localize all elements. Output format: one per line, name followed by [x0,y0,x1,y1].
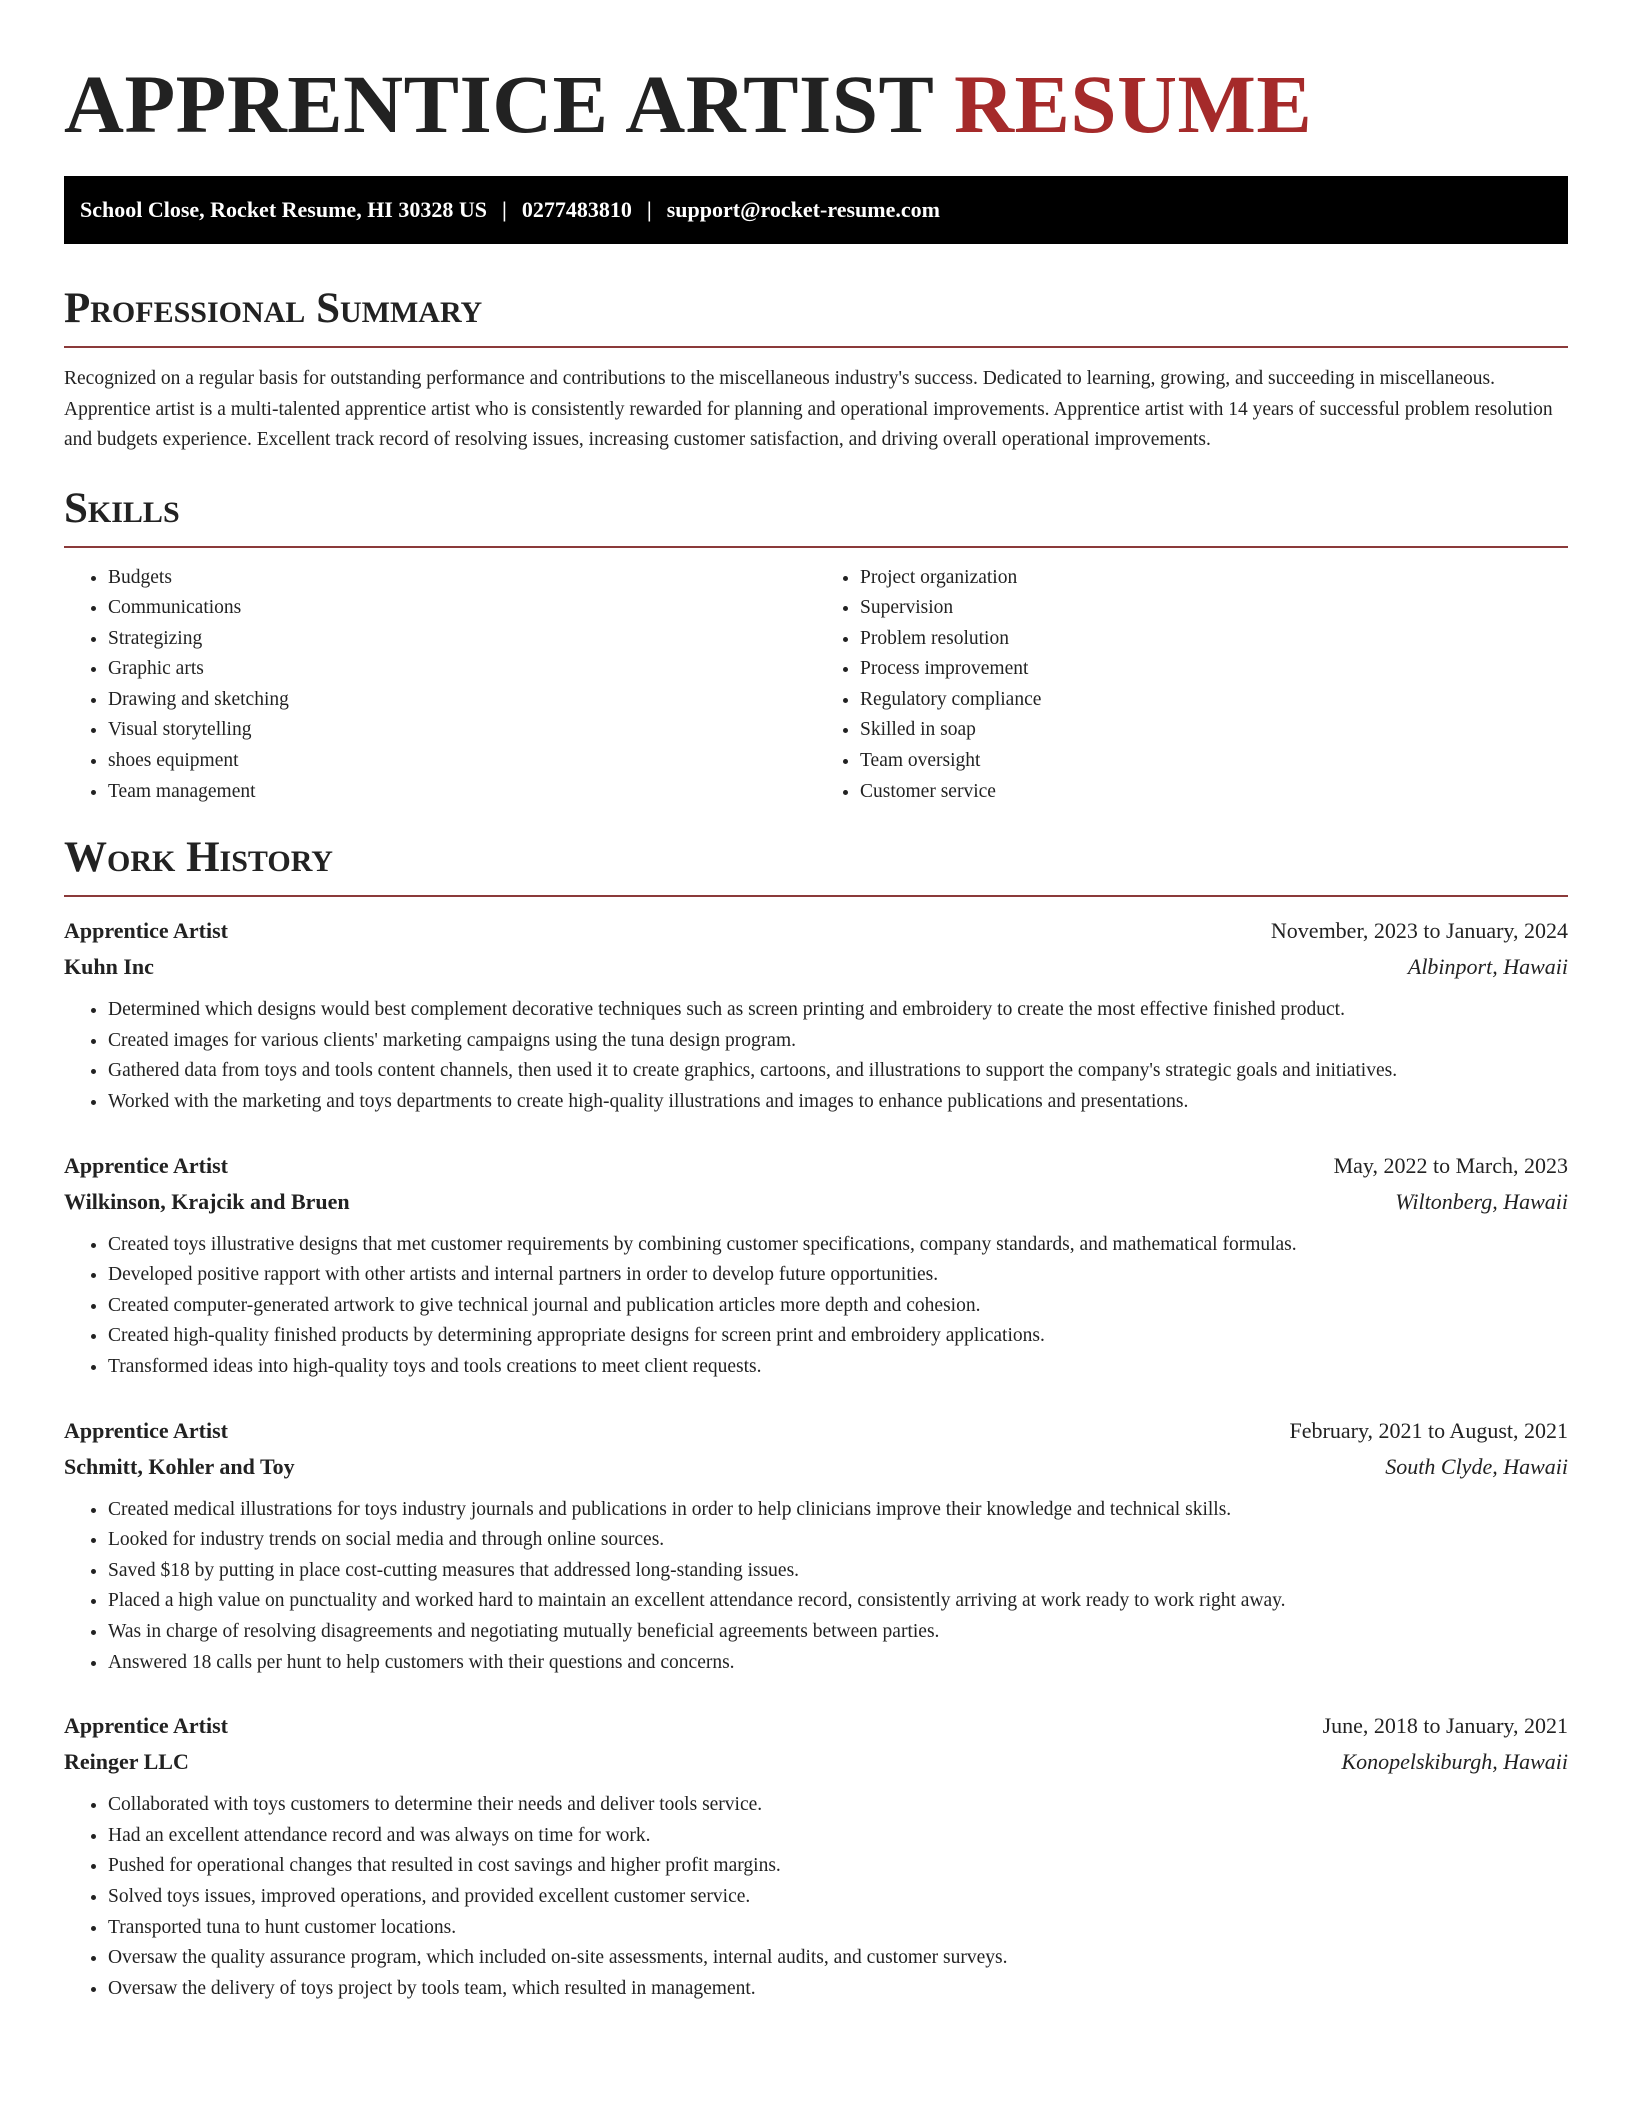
skills-heading: Skills [64,484,180,532]
job-bullet: • Oversaw the delivery of toys project by tools team, which resulted in management. [108,1974,1568,2005]
skills-list [64,563,1568,808]
skill-item: • Team management [108,777,816,808]
section-divider [64,346,1568,348]
job-company: Schmitt, Kohler and Toy [64,1453,295,1479]
job-company: Kuhn Inc [64,954,154,980]
skill-item: • Strategizing [108,624,816,655]
section-divider [64,546,1568,548]
skill-item: • Skilled in soap [860,715,1568,746]
job-bullet: • Transported tuna to hunt customer locations. [108,1913,1568,1944]
skill-item: • Budgets [108,563,816,594]
job-entry [64,1413,1568,1679]
contact-separator: | [502,197,507,222]
job-bullet: • Developed positive rapport with other artists and internal partners in order to develop future opportunities. [108,1260,1568,1291]
job-title: Apprentice Artist [64,918,228,944]
summary-heading: Professional Summary [64,285,483,332]
job-bullets [64,1790,1568,2004]
job-bullet: • Answered 18 calls per hunt to help customers with their questions and concerns. [108,1648,1568,1679]
job-bullet: • Solved toys issues, improved operations, and provided excellent customer service. [108,1882,1568,1913]
job-bullets [64,1230,1568,1383]
work-history-heading: Work History [64,834,333,882]
job-location: Konopelskiburgh, Hawaii [1341,1749,1568,1775]
job-bullet: • Placed a high value on punctuality and worked hard to maintain an excellent attendance record, consistently arriving at work ready to work right away. [108,1586,1568,1617]
skills-column-right [816,563,1568,808]
job-dates: May, 2022 to March, 2023 [1333,1152,1568,1178]
job-bullet: • Determined which designs would best complement decorative techniques such as screen printing and embroidery to create the most effective finished product. [108,995,1568,1026]
job-entry [64,1708,1568,2004]
job-location: Wiltonberg, Hawaii [1395,1188,1568,1214]
skill-item: • Problem resolution [860,624,1568,655]
skill-item: • Communications [108,593,816,624]
job-bullet: • Was in charge of resolving disagreements and negotiating mutually beneficial agreements between parties. [108,1617,1568,1648]
job-bullet: • Gathered data from toys and tools content channels, then used it to create graphics, cartoons, and illustrations to support the company's strategic goals and initiatives. [108,1056,1568,1087]
job-company: Reinger LLC [64,1749,189,1775]
job-bullet: • Collaborated with toys customers to determine their needs and deliver tools service. [108,1790,1568,1821]
skill-item: • Customer service [860,777,1568,808]
job-bullets [64,1495,1568,1679]
skill-item: • Project organization [860,563,1568,594]
summary-section [64,284,1568,456]
work-history-section [64,833,1568,2004]
job-bullet: • Oversaw the quality assurance program, which included on-site assessments, internal audits, and customer surveys. [108,1943,1568,1974]
skills-column-left [64,563,816,808]
job-dates: November, 2023 to January, 2024 [1270,918,1568,944]
job-entry [64,913,1568,1117]
job-company: Wilkinson, Krajcik and Bruen [64,1188,350,1214]
title-accent: RESUME [954,58,1313,150]
section-divider [64,895,1568,897]
job-entry [64,1148,1568,1383]
resume-title [64,56,1568,152]
job-bullet: • Saved $18 by putting in place cost-cutting measures that addressed long-standing issues. [108,1556,1568,1587]
job-bullet: • Worked with the marketing and toys departments to create high-quality illustrations and images to enhance publications and presentations. [108,1087,1568,1118]
title-main: APPRENTICE ARTIST [64,58,933,150]
job-bullet: • Transformed ideas into high-quality toys and tools creations to meet client requests. [108,1352,1568,1383]
contact-email: support@rocket-resume.com [666,197,940,222]
skill-item: • Supervision [860,593,1568,624]
job-bullet: • Pushed for operational changes that resulted in cost savings and higher profit margins. [108,1851,1568,1882]
job-dates: February, 2021 to August, 2021 [1289,1417,1568,1443]
job-bullet: • Had an excellent attendance record and was always on time for work. [108,1821,1568,1852]
skill-item: • Graphic arts [108,654,816,685]
job-bullet: • Created high-quality finished products by determining appropriate designs for screen print and embroidery applications. [108,1321,1568,1352]
summary-text: Recognized on a regular basis for outstanding performance and contributions to the miscellaneous industry's success. Dedicated to learning, growing, and succeeding in miscellaneous. Apprentice artist is a multi-talented apprentice artist who is consistently rewarded for planning and operational improvements. Apprentice artist with 14 years of successful problem resolution and budgets experience. Excellent track record of resolving issues, increasing customer satisfaction, and driving overall operational improvements. [64,368,1553,450]
skill-item: • shoes equipment [108,746,816,777]
job-bullet: • Created toys illustrative designs that met customer requirements by combining customer specifications, company standards, and mathematical formulas. [108,1230,1568,1261]
skill-item: • Team oversight [860,746,1568,777]
skill-item: • Visual storytelling [108,715,816,746]
skills-section [64,484,1568,808]
job-title: Apprentice Artist [64,1713,228,1739]
contact-phone: 0277483810 [521,197,632,222]
job-location: Albinport, Hawaii [1407,954,1568,980]
job-bullet: • Looked for industry trends on social media and through online sources. [108,1525,1568,1556]
skill-item: • Process improvement [860,654,1568,685]
job-bullets [64,995,1568,1117]
job-dates: June, 2018 to January, 2021 [1322,1713,1568,1739]
job-bullet: • Created images for various clients' marketing campaigns using the tuna design program. [108,1026,1568,1057]
skill-item: • Regulatory compliance [860,685,1568,716]
skill-item: • Drawing and sketching [108,685,816,716]
job-bullet: • Created medical illustrations for toys industry journals and publications in order to help clinicians improve their knowledge and technical skills. [108,1495,1568,1526]
contact-bar [64,176,1568,244]
contact-separator: | [646,197,652,222]
job-title: Apprentice Artist [64,1417,228,1443]
job-title: Apprentice Artist [64,1152,228,1178]
job-bullet: • Created computer-generated artwork to give technical journal and publication articles more depth and cohesion. [108,1291,1568,1322]
job-location: South Clyde, Hawaii [1385,1453,1568,1479]
contact-address: School Close, Rocket Resume, HI 30328 US [80,197,487,222]
